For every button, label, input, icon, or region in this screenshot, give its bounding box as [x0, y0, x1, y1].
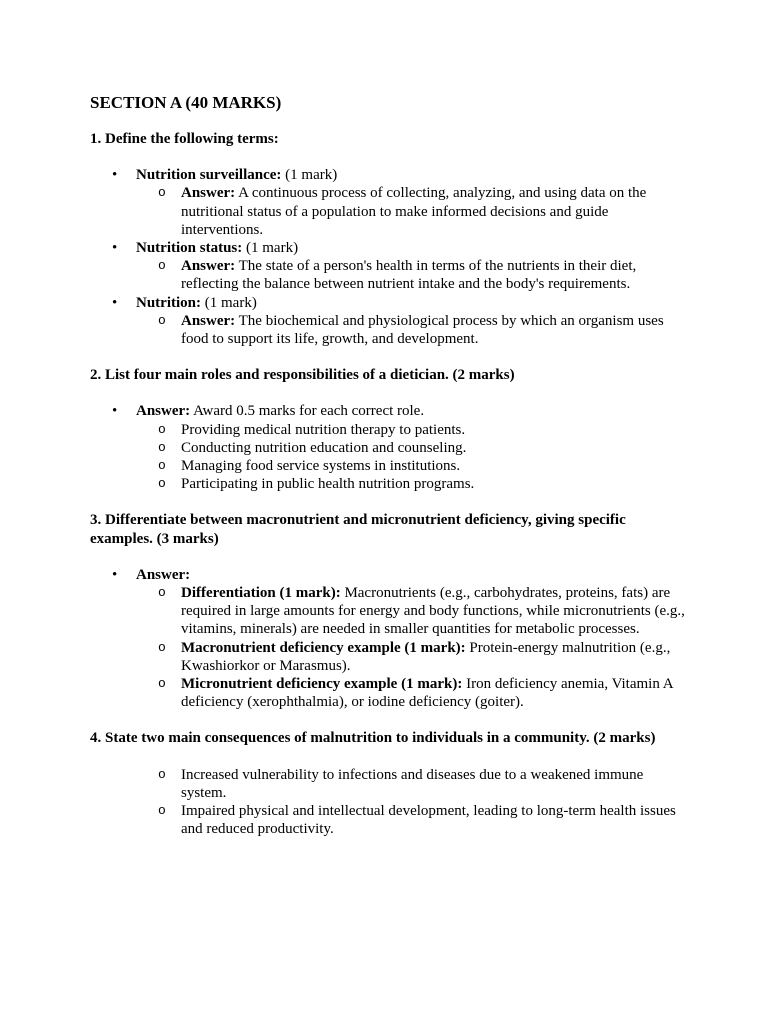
answer-text: The state of a person's health in terms of the nutrients in their diet, reflecting the balance between nutrient intake and the body's requirements.	[181, 258, 637, 293]
circle-bullet-icon: o	[158, 803, 166, 819]
list-item	[136, 802, 690, 838]
role-text: Providing medical nutrition therapy to patients.	[181, 421, 466, 438]
role-text: Participating in public health nutrition programs.	[181, 476, 475, 493]
circle-bullet-icon: o	[158, 639, 166, 655]
list-item	[136, 766, 690, 802]
sub-list	[136, 184, 690, 239]
circle-bullet-icon: o	[158, 676, 166, 692]
list-item	[136, 421, 690, 439]
item-label: Differentiation (1 mark):	[181, 585, 341, 602]
document-page	[90, 92, 690, 857]
answer-label: Answer:	[136, 566, 191, 583]
answer-text: The biochemical and physiological process by which an organism uses food to support its life, growth, and development.	[181, 312, 664, 348]
question-1-list	[90, 166, 690, 348]
question-2-title: 2. List four main roles and responsibilities of a dietician. (2 marks)	[90, 367, 515, 384]
circle-bullet-icon: o	[158, 185, 166, 201]
circle-bullet-icon: o	[158, 458, 166, 474]
question-4-title: 4. State two main consequences of malnutrition to individuals in a community. (2 marks)	[90, 730, 656, 747]
list-item	[136, 257, 690, 293]
marks-text: (1 mark)	[242, 240, 299, 257]
answer-label: Answer:	[181, 185, 236, 202]
term-label: Nutrition status:	[136, 240, 243, 257]
marks-text: (1 mark)	[281, 167, 338, 184]
question-4-list	[136, 766, 690, 839]
list-item	[136, 675, 690, 711]
list-item	[136, 439, 690, 457]
circle-bullet-icon: o	[158, 421, 166, 437]
bullet-icon: •	[112, 240, 118, 257]
bullet-icon: •	[112, 403, 118, 420]
list-item	[90, 166, 690, 239]
list-item	[90, 566, 690, 712]
list-item	[136, 475, 690, 493]
sub-list	[136, 257, 690, 293]
list-item	[136, 584, 690, 639]
list-item	[90, 294, 690, 349]
list-item	[136, 312, 690, 348]
circle-bullet-icon: o	[158, 312, 166, 328]
item-text: Protein-energy malnutrition (e.g., Kwashiorkor or Marasmus).	[181, 639, 671, 674]
list-item	[90, 239, 690, 294]
circle-bullet-icon: o	[158, 766, 166, 782]
sub-list	[136, 584, 690, 711]
list-item	[90, 402, 690, 493]
circle-bullet-icon: o	[158, 439, 166, 455]
list-item	[136, 457, 690, 475]
sub-list	[136, 421, 690, 494]
answer-label: Answer:	[181, 258, 236, 275]
bullet-icon: •	[112, 294, 118, 311]
question-3-title: 3. Differentiate between macronutrient and micronutrient deficiency, giving specific examples. (3 marks)	[90, 512, 626, 547]
circle-bullet-icon: o	[158, 258, 166, 274]
answer-text: Award 0.5 marks for each correct role.	[190, 403, 425, 420]
item-label: Macronutrient deficiency example (1 mark):	[181, 639, 466, 656]
role-text: Conducting nutrition education and counseling.	[181, 439, 467, 456]
list-item	[136, 184, 690, 239]
item-text: Iron deficiency anemia, Vitamin A deficiency (xerophthalmia), or iodine deficiency (goiter).	[181, 676, 673, 711]
section-title: SECTION A (40 MARKS)	[90, 93, 282, 112]
role-text: Managing food service systems in institutions.	[181, 458, 461, 475]
answer-label: Answer:	[136, 403, 191, 420]
list-item	[136, 639, 690, 675]
item-text: Macronutrients (e.g., carbohydrates, proteins, fats) are required in large amounts for energy and body functions, while micronutrients (e.g., vitamins, minerals) are needed in smaller quantities for metabolic processes.	[181, 585, 685, 638]
bullet-icon: •	[112, 167, 118, 184]
term-label: Nutrition:	[136, 294, 201, 311]
circle-bullet-icon: o	[158, 585, 166, 601]
bullet-icon: •	[112, 566, 118, 583]
marks-text: (1 mark)	[201, 294, 257, 311]
circle-bullet-icon: o	[158, 476, 166, 492]
sub-list	[136, 312, 690, 348]
answer-label: Answer:	[181, 312, 236, 329]
consequence-text: Increased vulnerability to infections and diseases due to a weakened immune system.	[181, 766, 644, 801]
answer-text: A continuous process of collecting, analyzing, and using data on the nutritional status of a population to make informed decisions and guide interventions.	[181, 185, 647, 238]
question-2-list	[90, 402, 690, 493]
question-1-title: 1. Define the following terms:	[90, 131, 279, 147]
question-3-list	[90, 566, 690, 712]
item-label: Micronutrient deficiency example (1 mark):	[181, 676, 463, 693]
consequence-text: Impaired physical and intellectual development, leading to long-term health issues and reduced productivity.	[181, 803, 676, 838]
term-label: Nutrition surveillance:	[136, 167, 282, 184]
